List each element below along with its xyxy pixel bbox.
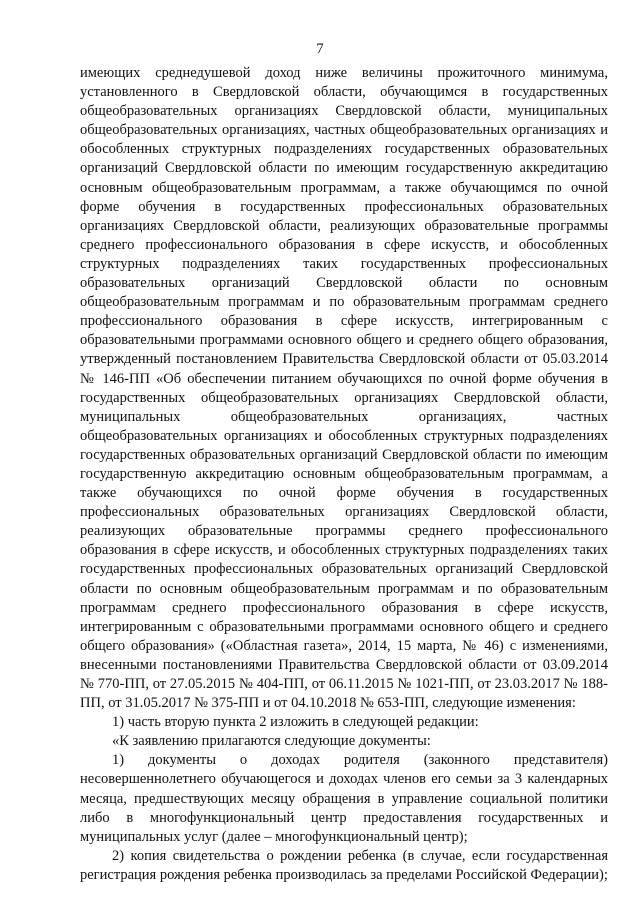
paragraph-item-1-income-documents: 1) документы о доходах родителя (законного представителя) несовершеннолетнего обучающегося и доходах членов его семьи за 3 календарных месяца, предшествующих месяцу обращения в управление социальной политики либо в многофункциональный центр предоставления государственных и муниципальных услуг (далее – многофункциональный центр); — [80, 752, 608, 845]
paragraph-item-2-birth-certificate: 2) копия свидетельства о рождении ребенка (в случае, если государственная регистрация рождения ребенка производилась за пределами Российской Федерации); — [80, 847, 608, 883]
page-number: 7 — [316, 41, 324, 57]
document-body — [80, 64, 608, 885]
paragraph-preamble: имеющих среднедушевой доход ниже величины прожиточного минимума, установленного в Свердловской области, обучающимся в государственных общеобразовательных организациях Свердловской области, муниципальных общеобразовательных организациях, частных общеобразовательных организациях и обособленных структурных подразделениях государственных образовательных организаций Свердловской области по имеющим государственную аккредитацию основным общеобразовательным программам, а также обучающимся по очной форме обучения в государственных профессиональных образовательных организациях Свердловской области, реализующих образовательные программы среднего профессионального образования в сфере искусств, и обособленных структурных подразделениях таких государственных профессиональных образовательных организаций Свердловской области по основным общеобразовательным программам и по образовательным программам среднего профессионального образования в сфере искусств, интегрированным с образовательными программами основного общего и среднего общего образования, утвержденный постановлением Правительства Свердловской области от 05.03.2014 № 146-ПП «Об обеспечении питанием обучающихся по очной форме обучения в государственных общеобразовательных организациях Свердловской области, муниципальных общеобразовательных организациях, частных общеобразовательных организациях и обособленных структурных подразделениях государственных образовательных организаций Свердловской области по имеющим государственную аккредитацию основным общеобразовательным программам, а также обучающихся по очной форме обучения в государственных профессиональных образовательных организациях Свердловской области, реализующих образовательные программы среднего профессионального образования в сфере искусств, и обособленных структурных подразделениях таких государственных профессиональных образовательных организаций Свердловской области по основным общеобразовательным программам и по образовательным программам среднего профессионального образования в сфере искусств, интегрированным с образовательными программами основного общего и среднего общего образования» («Областная газета», 2014, 15 марта, № 46) с изменениями, внесенными постановлениями Правительства Свердловской области от 03.09.2014 № 770-ПП, от 27.05.2015 № 404-ПП, от 06.11.2015 № 1021-ПП, от 23.03.2017 № 188-ПП, от 31.05.2017 № 375-ПП и от 04.10.2018 № 653-ПП, следующие изменения: — [80, 65, 608, 712]
paragraph-amendment-1: 1) часть вторую пункта 2 изложить в следующей редакции: — [112, 714, 479, 731]
paragraph-attachments-intro: «К заявлению прилагаются следующие документы: — [112, 733, 431, 750]
